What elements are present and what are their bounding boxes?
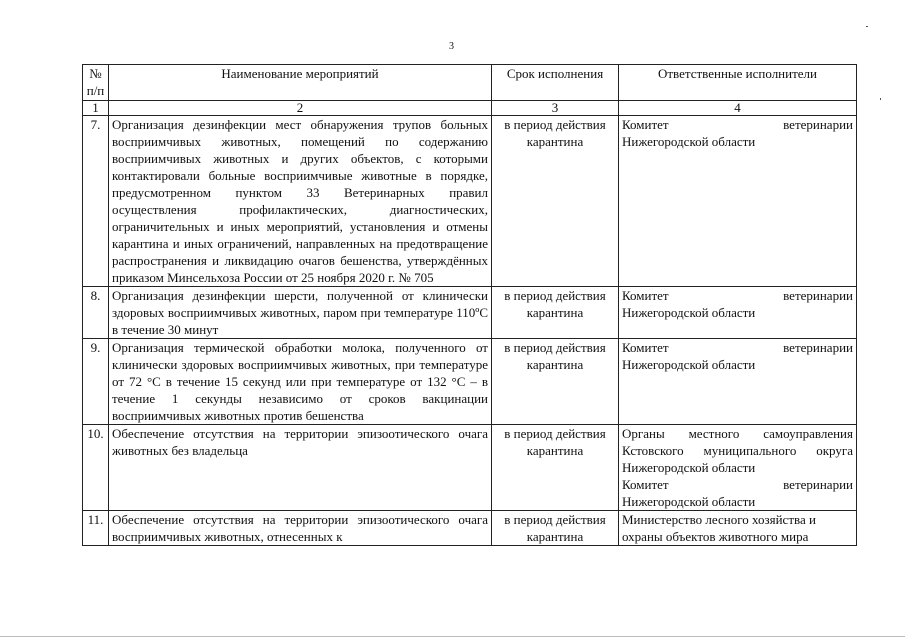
page-number: 3 [449,41,454,52]
scan-speck [866,26,868,27]
row-number: 8. [83,287,109,339]
measures-table [82,64,857,546]
row-number: 11. [83,511,109,546]
measure-name: Организация термической обработки молока, полученного от клинически здоровых восприимчивых животных, при температуре от 72 °С в течение 15 секунд или при температуре от 132 °С – в течение 1 секунды независимо от сроков вакцинации восприимчивых животных против бешенства [109,339,492,425]
row-number: 7. [83,116,109,287]
measure-name: Обеспечение отсутствия на территории эпизоотического очага животных без владельца [109,425,492,511]
column-number: 1 [83,101,109,116]
responsible-line: Нижегородской области [622,305,756,320]
header-term: Срок исполнения [492,65,619,101]
responsible-line: Нижегородской области [622,357,756,372]
measure-name: Организация дезинфекции шерсти, полученной от клинически здоровых восприимчивых животных, паром при температуре 110ºС в течение 30 минут [109,287,492,339]
row-number: 9. [83,339,109,425]
responsible-cell [619,339,857,425]
responsible-cell [619,287,857,339]
column-number: 3 [492,101,619,116]
table-row [83,511,857,546]
responsible-line: Комитет ветеринарии [622,477,853,492]
term-cell: в период действия карантина [492,339,619,425]
responsible-line: Министерство лесного хозяйства и охраны объектов животного мира [622,512,816,544]
table-row [83,287,857,339]
responsible-cell [619,511,857,546]
responsible-line: Комитет ветеринарии [622,340,853,355]
term-cell: в период действия карантина [492,287,619,339]
column-number-row [83,101,857,116]
measure-name: Обеспечение отсутствия на территории эпизоотического очага восприимчивых животных, отнесенных к [109,511,492,546]
table-row [83,116,857,287]
scan-speck [880,98,881,100]
responsible-line: Органы местного самоуправления Кстовского муниципального округа [622,426,853,458]
responsible-cell [619,425,857,511]
term-cell: в период действия карантина [492,511,619,546]
scan-edge [0,636,905,637]
responsible-line: Нижегородской области [622,460,756,475]
measure-name: Организация дезинфекции мест обнаружения трупов больных восприимчивых животных, помещений по содержанию восприимчивых животных и других объектов, с которыми контактировали больные восприимчивые животные в порядке, предусмотренном пунктом 33 Ветеринарных правил осуществления профилактических, диагностических, ограничительных и иных мероприятий, установления и отмены карантина и иных ограничений, направленных на предотвращение распространения и ликвидацию очагов бешенства, утверждённых приказом Минсельхоза России от 25 ноября 2020 г. № 705 [109,116,492,287]
term-cell: в период действия карантина [492,116,619,287]
column-number: 4 [619,101,857,116]
column-number: 2 [109,101,492,116]
header-measure-name: Наименование мероприятий [109,65,492,101]
header-number: № п/п [83,65,109,101]
table-header-row [83,65,857,101]
term-cell: в период действия карантина [492,425,619,511]
header-responsible: Ответственные исполнители [619,65,857,101]
responsible-line: Нижегородской области [622,494,756,509]
responsible-line: Комитет ветеринарии [622,288,853,303]
table-row [83,425,857,511]
row-number: 10. [83,425,109,511]
responsible-cell [619,116,857,287]
table-row [83,339,857,425]
responsible-line: Комитет ветеринарии [622,117,853,132]
responsible-line: Нижегородской области [622,134,756,149]
